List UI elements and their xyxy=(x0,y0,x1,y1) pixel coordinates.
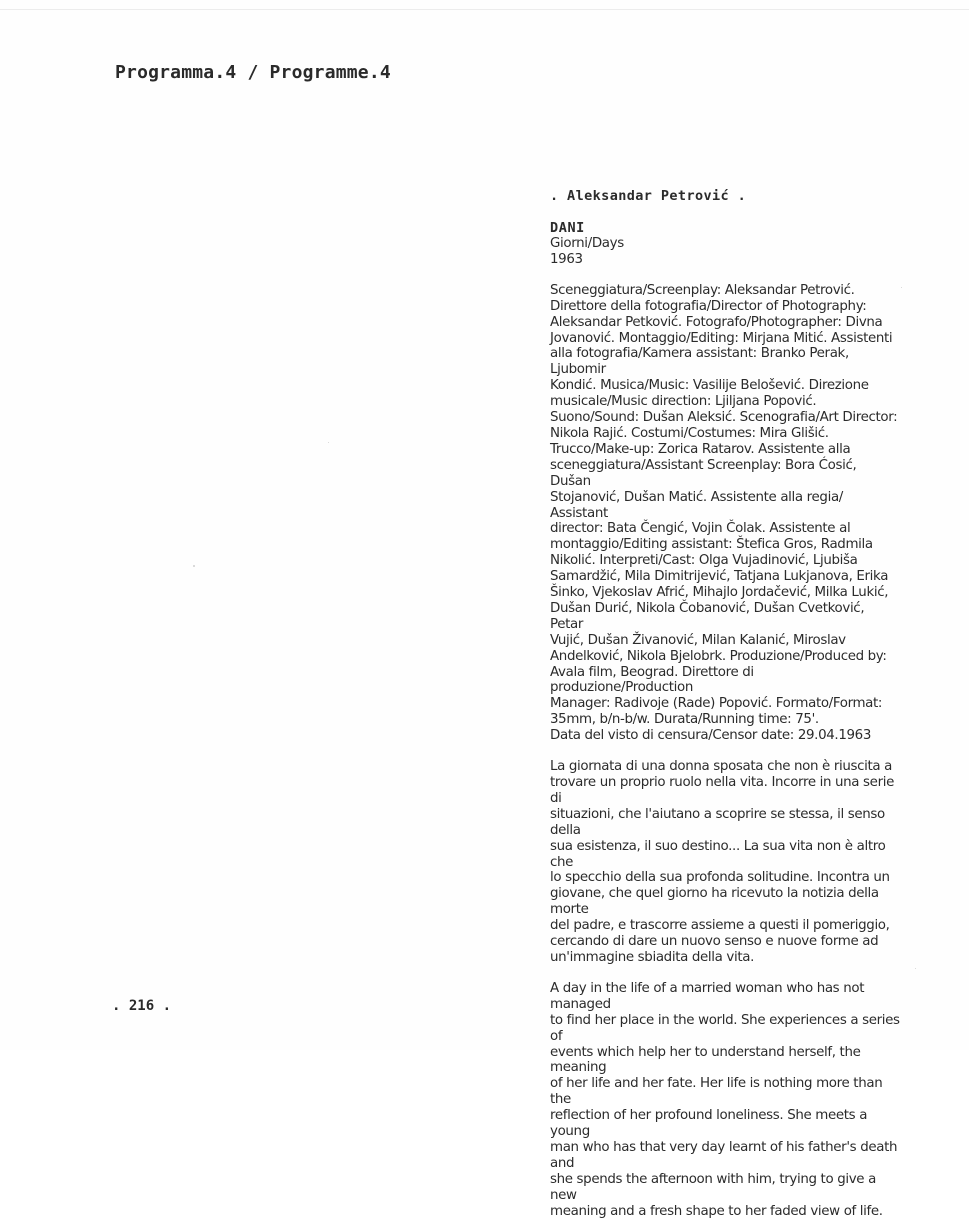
film-entry xyxy=(550,188,900,1219)
paper-speck xyxy=(901,287,902,288)
film-year: 1963 xyxy=(550,251,583,267)
paper-speck xyxy=(193,565,195,567)
synopsis-english-block xyxy=(550,981,900,1219)
film-title-block xyxy=(550,220,900,268)
credits-block xyxy=(550,283,900,744)
synopsis-italian-block xyxy=(550,759,900,966)
top-edge-rule xyxy=(0,9,969,10)
page-number: . 216 . xyxy=(112,998,172,1014)
synopsis-italian: La giornata di una donna sposata che non è riuscita a trovare un proprio ruolo nella vita. Incorre in una serie di situazioni, che l'aiutano a scoprire se stessa, il senso della sua esistenza, il suo destino... La sua vita non è altro che lo specchio della sua profonda solitudine. Incontra un giovane, che quel giorno ha ricevuto la notizia della morte del padre, e trascorre assieme a questi il pomeriggio, cercando di dare un nuovo senso e nuove forme ad un'immagine sbiadita della vita. xyxy=(550,759,894,965)
film-subtitle: Giorni/Days xyxy=(550,236,624,251)
programme-heading: Programma.4 / Programme.4 xyxy=(115,62,391,83)
paper-speck xyxy=(328,442,329,443)
film-credits: Sceneggiatura/Screenplay: Aleksandar Petrović. Direttore della fotografia/Director of Photography: Aleksandar Petković. Fotografo/Photographer: Divna Jovanović. Montaggio/Editing: Mirjana Mitić. Assistenti alla fotografia/Kamera assistant: Branko Perak, Ljubomir Kondić. Musica/Music: Vasilije Belošević. Direzione musicale/Music direction: Ljiljana Popović. Suono/Sound: Dušan Aleksić. Scenografia/Art Director: Nikola Rajić. Costumi/Costumes: Mira Glišić. Trucco/Make-up: Zorica Ratarov. Assistente alla sceneggiatura/Assistant Screenplay: Bora Ćosić, Dušan Stojanović, Dušan Matić. Assistente alla regia/ Assistant director: Bata Čengić, Vojin Čolak. Assistente al montaggio/Editing assistant: Štefica Gros, Radmila Nikolić. Interpreti/Cast: Olga Vujadinović, Ljubiša Samardžić, Mila Dimitrijević, Tatjana Lukjanova, Erika Šinko, Vjekoslav Afrić, Mihajlo Jordačević, Milka Lukić, Dušan Durić, Nikola Čobanović, Dušan Cvetković, Petar Vujić, Dušan Živanović, Milan Kalanić, Miroslav Andelković, Nikola Bjelobrk. Produzione/Produced by: Avala film, Beograd. Direttore di produzione/Production Manager: Radivoje (Rade) Popović. Formato/Format: 35mm, b/n-b/w. Durata/Running time: 75'. Data del visto di censura/Censor date: 29.04.1963 xyxy=(550,282,898,744)
synopsis-english: A day in the life of a married woman who has not managed to find her place in the world. She experiences a series of events which help her to understand herself, the meaning of her life and her fate. Her life is nothing more than the reflection of her profound loneliness. She meets a young man who has that very day learnt of his father's death and she spends the afternoon with him, trying to give a new meaning and a fresh shape to her faded view of life. xyxy=(550,980,900,1219)
film-title: DANI xyxy=(550,220,585,236)
director-name: . Aleksandar Petrović . xyxy=(550,188,747,204)
paper-speck xyxy=(915,968,916,969)
